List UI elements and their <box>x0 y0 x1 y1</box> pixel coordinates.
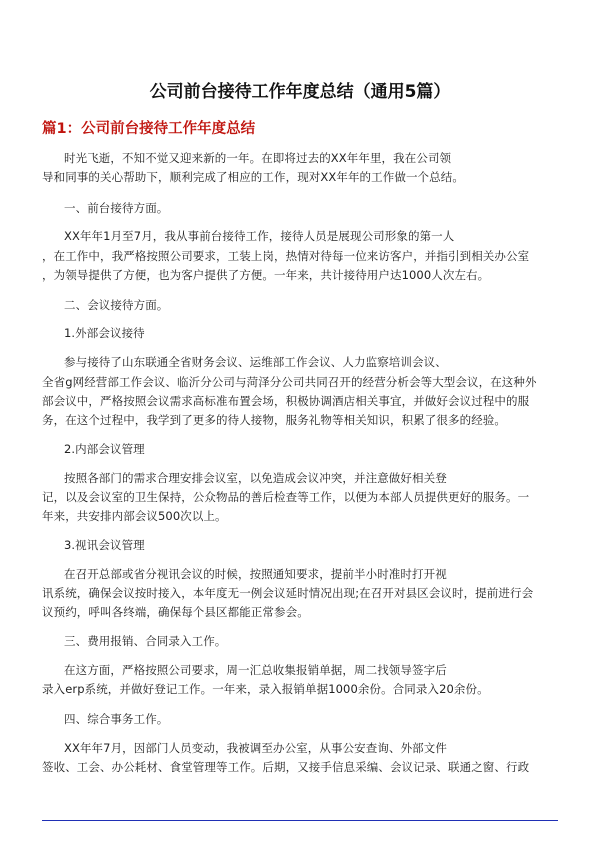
body-line: 1.外部会议接待 <box>64 326 145 340</box>
body-line: 三、费用报销、合同录入工作。 <box>64 634 227 648</box>
body-line: 全省g网经营部工作会议、临沂分公司与菏泽分公司共同召开的经营分析会等大型会议，在这种外 <box>42 375 537 389</box>
body-line: 务，在这个过程中，我学到了更多的待人接物，服务礼物等相关知识，积累了很多的经验。 <box>42 413 506 427</box>
body-line: 按照各部门的需求合理安排会议室，以免造成会议冲突，并注意做好相关登 <box>64 471 447 485</box>
body-line: 一、前台接待方面。 <box>64 201 169 215</box>
body-line: 议预约，呼叫各终端，确保每个县区都能正常参会。 <box>42 605 309 619</box>
body-line: 记，以及会议室的卫生保持，公众物品的善后检查等工作，以便为本部人员提供更好的服务。一 <box>42 490 530 504</box>
body-line: 参与接待了山东联通全省财务会议、运维部工作会议、人力监察培训会议、 <box>64 355 447 369</box>
body-line: XX年年1月至7月，我从事前台接待工作，接待人员是展现公司形象的第一人 <box>64 229 455 243</box>
body-line: XX年年7月，因部门人员变动，我被调至办公室，从事公安查询、外部文件 <box>64 741 447 755</box>
body-line: ，为领导提供了方便，也为客户提供了方便。一年来，共计接待用户达1000人次左右。 <box>42 268 490 282</box>
body-line: 讯系统，确保会议按时接入，本年度无一例会议延时情况出现;在召开对县区会议时，提前进行会 <box>42 586 534 600</box>
body-line: 部会议中，严格按照会议需求高标准布置会场，积极协调酒店相关事宜，并做好会议过程中的服 <box>42 394 530 408</box>
body-line: 四、综合事务工作。 <box>64 712 169 726</box>
body-line: 在这方面，严格按照公司要求，周一汇总收集报销单据，周二找领导签字后 <box>64 663 447 677</box>
body-line: ，在工作中，我严格按照公司要求，工装上岗，热情对待每一位来访客户，并指引到相关办公室 <box>42 249 530 263</box>
footer-divider <box>42 820 558 821</box>
body-line: 签收、工会、办公耗材、食堂管理等工作。后期，又接手信息采编、会议记录、联通之窗、行政 <box>42 760 530 774</box>
document-title: 公司前台接待工作年度总结（通用5篇） <box>149 82 451 102</box>
body-line: 二、会议接待方面。 <box>64 298 169 312</box>
section-heading: 篇1：公司前台接待工作年度总结 <box>42 121 256 137</box>
body-line: 3.视讯会议管理 <box>64 538 145 552</box>
body-line: 年来，共安排内部会议500次以上。 <box>42 509 227 523</box>
body-line: 导和同事的关心帮助下，顺利完成了相应的工作，现对XX年年的工作做一个总结。 <box>42 170 464 184</box>
body-line: 在召开总部或省分视讯会议的时候，按照通知要求，提前半小时准时打开视 <box>64 567 447 581</box>
body-line: 2.内部会议管理 <box>64 442 145 456</box>
body-line: 录入erp系统，并做好登记工作。一年来，录入报销单据1000余份。合同录入20余份。 <box>42 682 489 696</box>
body-line: 时光飞逝，不知不觉又迎来新的一年。在即将过去的XX年年里，我在公司领 <box>64 151 452 165</box>
